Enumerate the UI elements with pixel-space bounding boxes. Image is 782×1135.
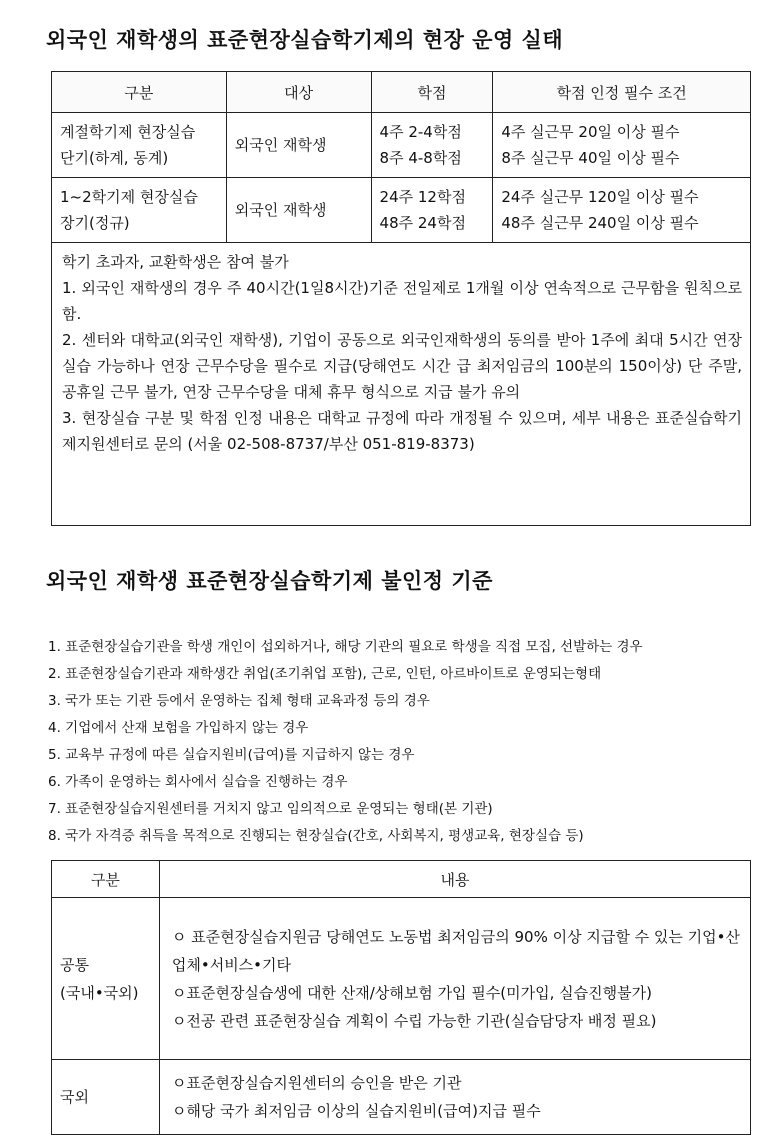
note-line: 2. 센터와 대학교(외국인 재학생), 기업이 공동으로 외국인재학생의 동의를 받아 1주에 최대 5시간 연장실습 가능하나 연장 근무수당을 필수로 지급(당해연도 시간 급 최저임금의 100분의 150이상) 단 주말, 공휴일 근무 불가, 연장 근무수당을 대체 휴무 형식으로 지급 불가 유의 — [62, 331, 742, 401]
condition-line: 24주 실근무 120일 이상 필수 — [501, 188, 699, 206]
content-line: ㅇ표준현장실습지원센터의 승인을 받은 기관 — [171, 1074, 462, 1092]
note-line: 1. 외국인 재학생의 경우 주 40시간(1일8시간)기준 전일제로 1개월 이상 연속적으로 근무함을 원칙으로 함. — [62, 279, 742, 323]
content-line: ㅇ해당 국가 최저임금 이상의 실습지원비(급여)지급 필수 — [171, 1102, 541, 1120]
list-item: 5. 교육부 규정에 따른 실습지원비(급여)를 지급하지 않는 경우 — [48, 747, 415, 763]
table-header-row — [52, 861, 751, 898]
note-line: 3. 현장실습 구분 및 학점 인정 내용은 대학교 규정에 따라 개정될 수 있으며, 세부 내용은 표준실습학기제지원센터로 문의 (서울 02-508-8737/부산 051-819-8373) — [62, 409, 742, 453]
content-line: ㅇ 표준현장실습지원금 당해연도 노동법 최저임금의 90% 이상 지급할 수 있는 기업•산업체•서비스•기타 — [171, 927, 740, 974]
content-line: ㅇ전공 관련 표준현장실습 계획이 수립 가능한 기관(실습담당자 배정 필요) — [171, 1011, 657, 1030]
credit-line: 4주 2-4학점 — [379, 123, 462, 141]
row-conditions — [493, 113, 751, 178]
type-line: 장기(정규) — [60, 214, 130, 232]
type-line: 단기(하계, 동계) — [60, 149, 169, 167]
content-line: ㅇ표준현장실습생에 대한 산재/상해보험 가입 필수(미가입, 실습진행불가) — [171, 983, 652, 1002]
row-type — [52, 178, 227, 243]
row-type — [52, 113, 227, 178]
list-item: 1. 표준현장실습기관을 학생 개인이 섭외하거나, 해당 기관의 필요로 학생을 직접 모집, 선발하는 경우 — [48, 639, 643, 655]
exclusion-criteria-list — [48, 634, 643, 850]
header-target: 대상 — [226, 72, 371, 113]
header-category: 구분 — [52, 72, 227, 113]
condition-line: 8주 실근무 40일 이상 필수 — [501, 149, 680, 167]
row-conditions — [493, 178, 751, 243]
category-line: 국외 — [60, 1088, 89, 1106]
type-line: 1~2학기제 현장실습 — [60, 188, 198, 206]
row-category — [52, 1060, 160, 1135]
notes-cell — [52, 243, 751, 526]
table-row — [52, 113, 751, 178]
row-credits — [371, 113, 493, 178]
row-target: 외국인 재학생 — [226, 178, 371, 243]
list-item: 3. 국가 또는 기관 등에서 운영하는 집체 형태 교육과정 등의 경우 — [48, 693, 430, 709]
list-item: 6. 가족이 운영하는 회사에서 실습을 진행하는 경우 — [48, 774, 348, 790]
header-content: 내용 — [159, 861, 750, 898]
category-line: 공통 — [60, 955, 89, 974]
category-line: (국내•국외) — [60, 983, 139, 1002]
type-line: 계절학기제 현장실습 — [60, 123, 196, 141]
condition-line: 48주 실근무 240일 이상 필수 — [501, 214, 699, 232]
condition-line: 4주 실근무 20일 이상 필수 — [501, 123, 680, 141]
credit-line: 8주 4-8학점 — [379, 149, 462, 167]
field-operation-table — [51, 71, 751, 526]
credit-line: 48주 24학점 — [379, 214, 466, 232]
row-credits — [371, 178, 493, 243]
header-category: 구분 — [52, 861, 160, 898]
table-header-row — [52, 72, 751, 113]
section2-title: 외국인 재학생 표준현장실습학기제 불인정 기준 — [46, 569, 493, 593]
note-line: 학기 초과자, 교환학생은 참여 불가 — [62, 253, 289, 271]
list-item: 4. 기업에서 산재 보험을 가입하지 않는 경우 — [48, 720, 309, 736]
table-row — [52, 1060, 751, 1135]
header-conditions: 학점 인정 필수 조건 — [493, 72, 751, 113]
table-row — [52, 898, 751, 1060]
section1-title: 외국인 재학생의 표준현장실습학기제의 현장 운영 실태 — [46, 28, 564, 52]
row-category — [52, 898, 160, 1060]
list-item: 7. 표준현장실습지원센터를 거치지 않고 임의적으로 운영되는 형태(본 기관) — [48, 801, 493, 817]
row-content — [159, 898, 750, 1060]
notes-row — [52, 243, 751, 526]
credit-line: 24주 12학점 — [379, 188, 466, 206]
header-credits: 학점 — [371, 72, 493, 113]
requirements-table — [51, 860, 751, 1135]
list-item: 2. 표준현장실습기관과 재학생간 취업(조기취업 포함), 근로, 인턴, 아르바이트로 운영되는형태 — [48, 666, 602, 682]
row-target: 외국인 재학생 — [226, 113, 371, 178]
table-row — [52, 178, 751, 243]
row-content — [159, 1060, 750, 1135]
list-item: 8. 국가 자격증 취득을 목적으로 진행되는 현장실습(간호, 사회복지, 평생교육, 현장실습 등) — [48, 828, 584, 844]
